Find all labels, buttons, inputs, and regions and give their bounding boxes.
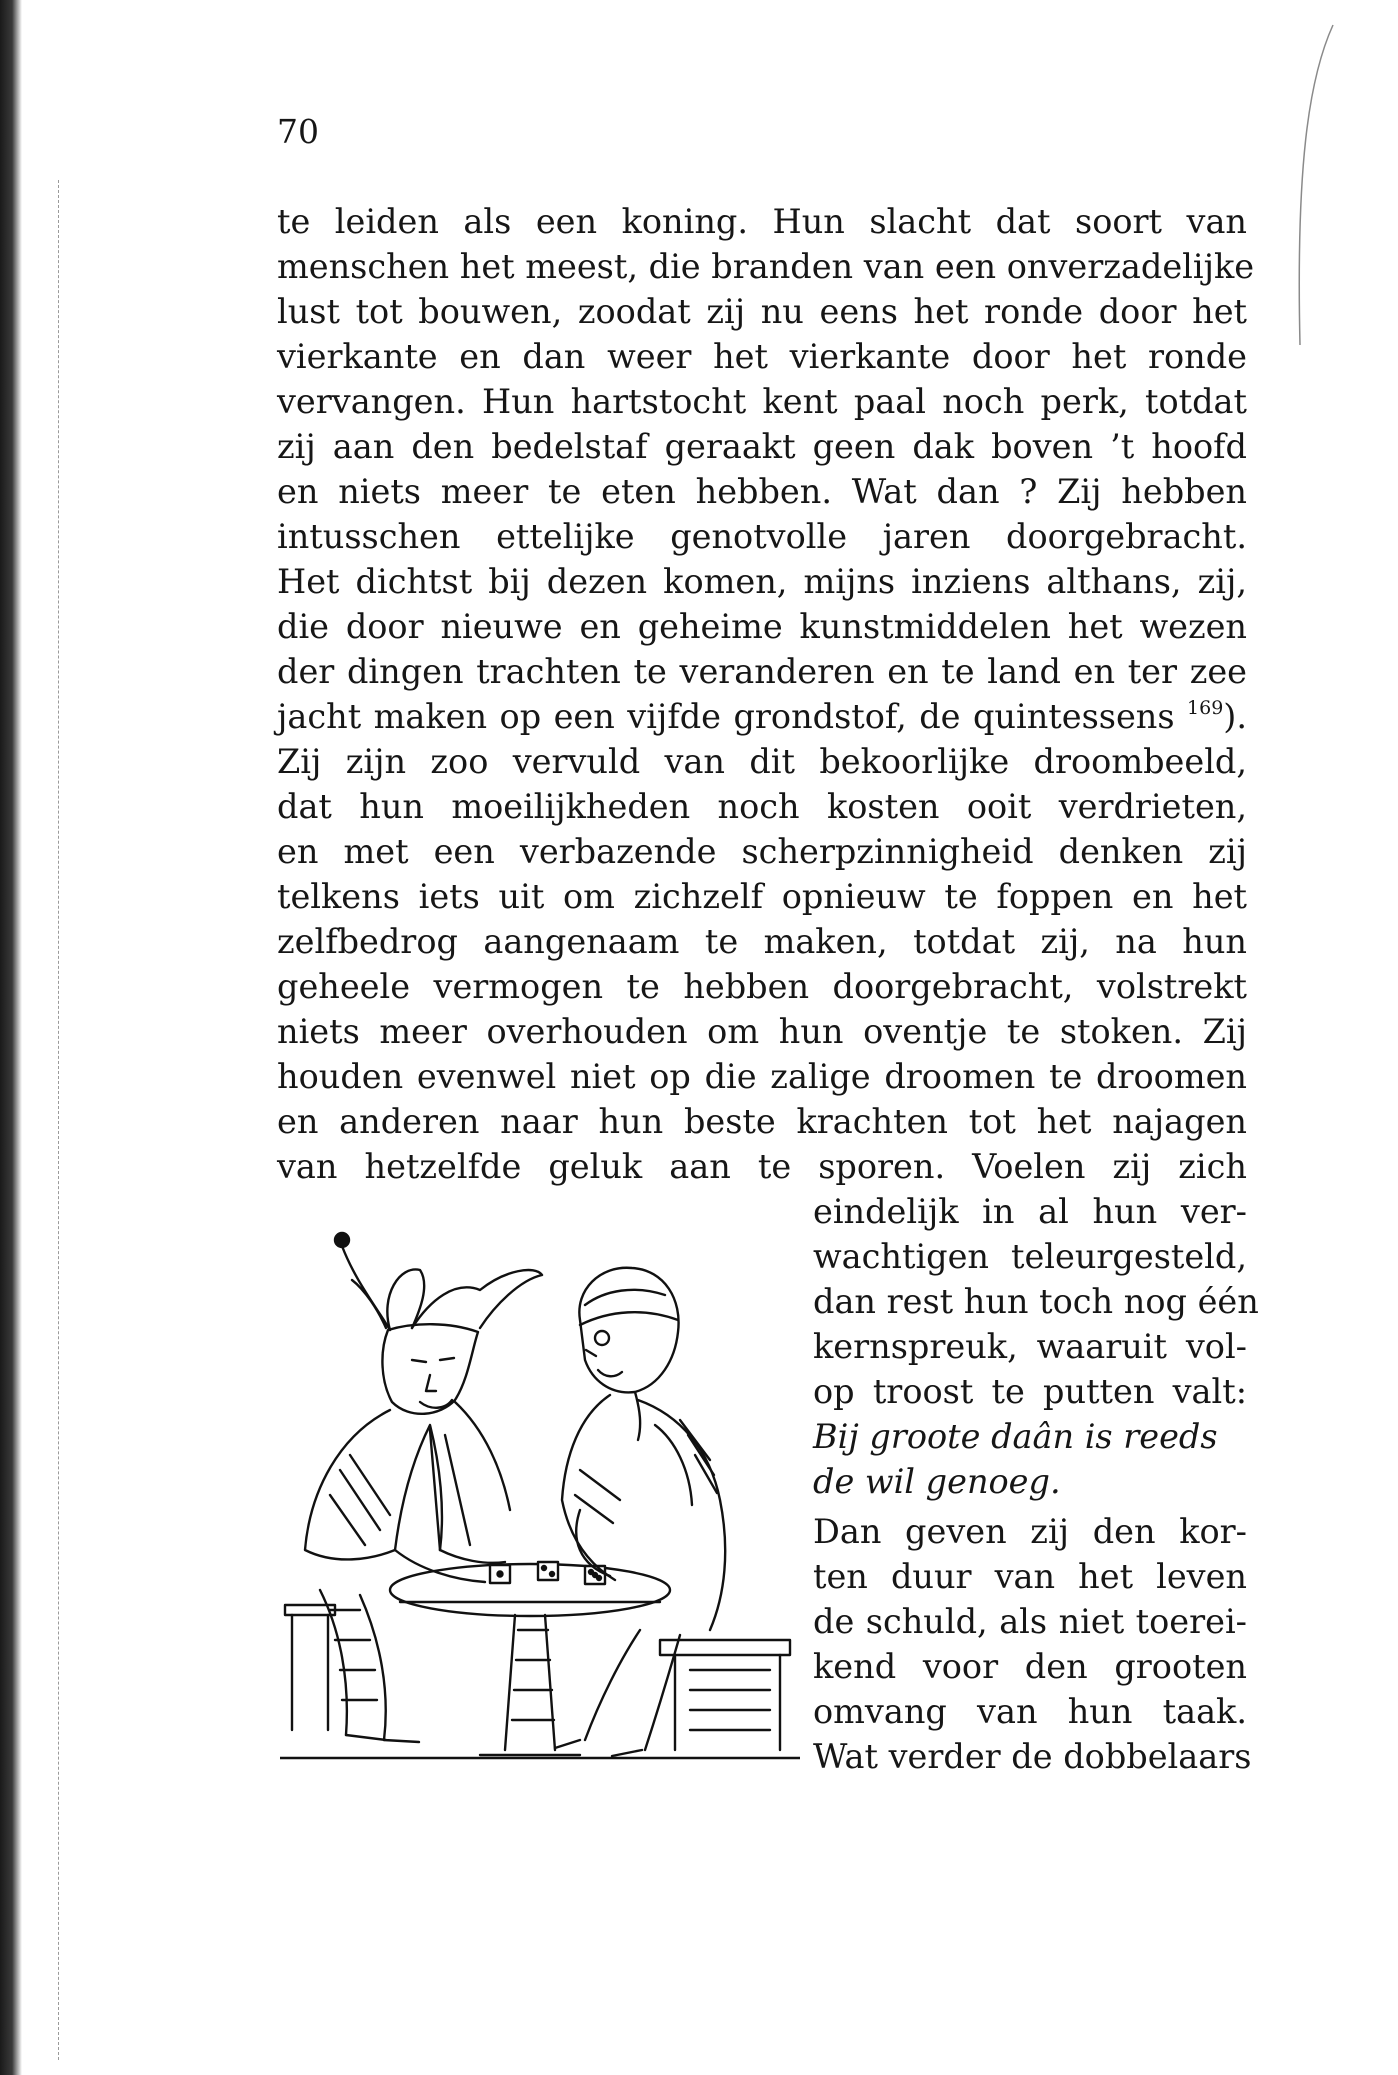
side-text-line: de schuld, als niet toerei- — [813, 1602, 1247, 1641]
text-line: vierkante en dan weer het vierkante door het ronde — [277, 337, 1247, 376]
side-text-line: kend voor den grooten — [813, 1647, 1247, 1686]
side-text-line: op troost te putten valt: — [813, 1372, 1247, 1411]
motto-line: de wil genoeg. — [813, 1462, 1061, 1501]
side-text-line: wachtigen teleurgesteld, — [813, 1237, 1247, 1276]
text-line: zij aan den bedelstaf geraakt geen dak boven ’t hoofd — [277, 427, 1247, 466]
text-line: zelfbedrog aangenaam te maken, totdat zij, na hun — [277, 922, 1247, 961]
text-line-footnote — [277, 695, 1247, 739]
text-line: die door nieuwe en geheime kunstmiddelen het wezen — [277, 607, 1247, 646]
text-line: lust tot bouwen, zoodat zij nu eens het ronde door het — [277, 292, 1247, 331]
dice-players-woodcut — [280, 1210, 800, 1770]
side-text-line: Dan geven zij den kor- — [813, 1512, 1247, 1551]
text-line: en anderen naar hun beste krachten tot het najagen — [277, 1102, 1247, 1141]
page-binding-edge — [0, 0, 22, 2075]
text-line: niets meer overhouden om hun oventje te stoken. Zij — [277, 1012, 1247, 1051]
text-line: telkens iets uit om zichzelf opnieuw te foppen en het — [277, 877, 1247, 916]
text-line: Zij zijn zoo vervuld van dit bekoorlijke droombeeld, — [277, 742, 1247, 781]
footnote-reference: 169 — [1187, 696, 1224, 719]
margin-scan-artifact — [58, 180, 59, 2060]
footnote-close: ). — [1223, 697, 1247, 736]
text-line: vervangen. Hun hartstocht kent paal noch perk, totdat — [277, 382, 1247, 421]
text-line: intusschen ettelijke genotvolle jaren doorgebracht. — [277, 517, 1247, 556]
side-text-line: Wat verder de dobbelaars — [813, 1737, 1252, 1776]
text-line: geheele vermogen te hebben doorgebracht, volstrekt — [277, 967, 1247, 1006]
text-line: dat hun moeilijkheden noch kosten ooit verdrieten, — [277, 787, 1247, 826]
text-line: Het dichtst bij dezen komen, mijns inziens althans, zij, — [277, 562, 1247, 601]
text-line: der dingen trachten te veranderen en te land en ter zee — [277, 652, 1247, 691]
side-text-line: omvang van hun taak. — [813, 1692, 1247, 1731]
text-line: en niets meer te eten hebben. Wat dan ? Zij hebben — [277, 472, 1247, 511]
text-line: en met een verbazende scherpzinnigheid denken zij — [277, 832, 1247, 871]
text-line: menschen het meest, die branden van een onverzadelijke — [277, 247, 1255, 286]
side-text-line: ten duur van het leven — [813, 1557, 1247, 1596]
side-text-line: eindelijk in al hun ver- — [813, 1192, 1247, 1231]
side-text-line: dan rest hun toch nog één — [813, 1282, 1259, 1321]
page-number: 70 — [277, 112, 319, 151]
page-curl-mark — [1278, 20, 1338, 350]
text-line: van hetzelfde geluk aan te sporen. Voelen zij zich — [277, 1147, 1247, 1186]
side-text-line: kernspreuk, waaruit vol- — [813, 1327, 1247, 1366]
text-line-content: jacht maken op een vijfde grondstof, de quintessens — [277, 697, 1175, 736]
text-line: houden evenwel niet op die zalige droomen te droomen — [277, 1057, 1247, 1096]
motto-line: Bij groote daân is reeds — [813, 1417, 1218, 1456]
text-line: te leiden als een koning. Hun slacht dat soort van — [277, 202, 1247, 241]
